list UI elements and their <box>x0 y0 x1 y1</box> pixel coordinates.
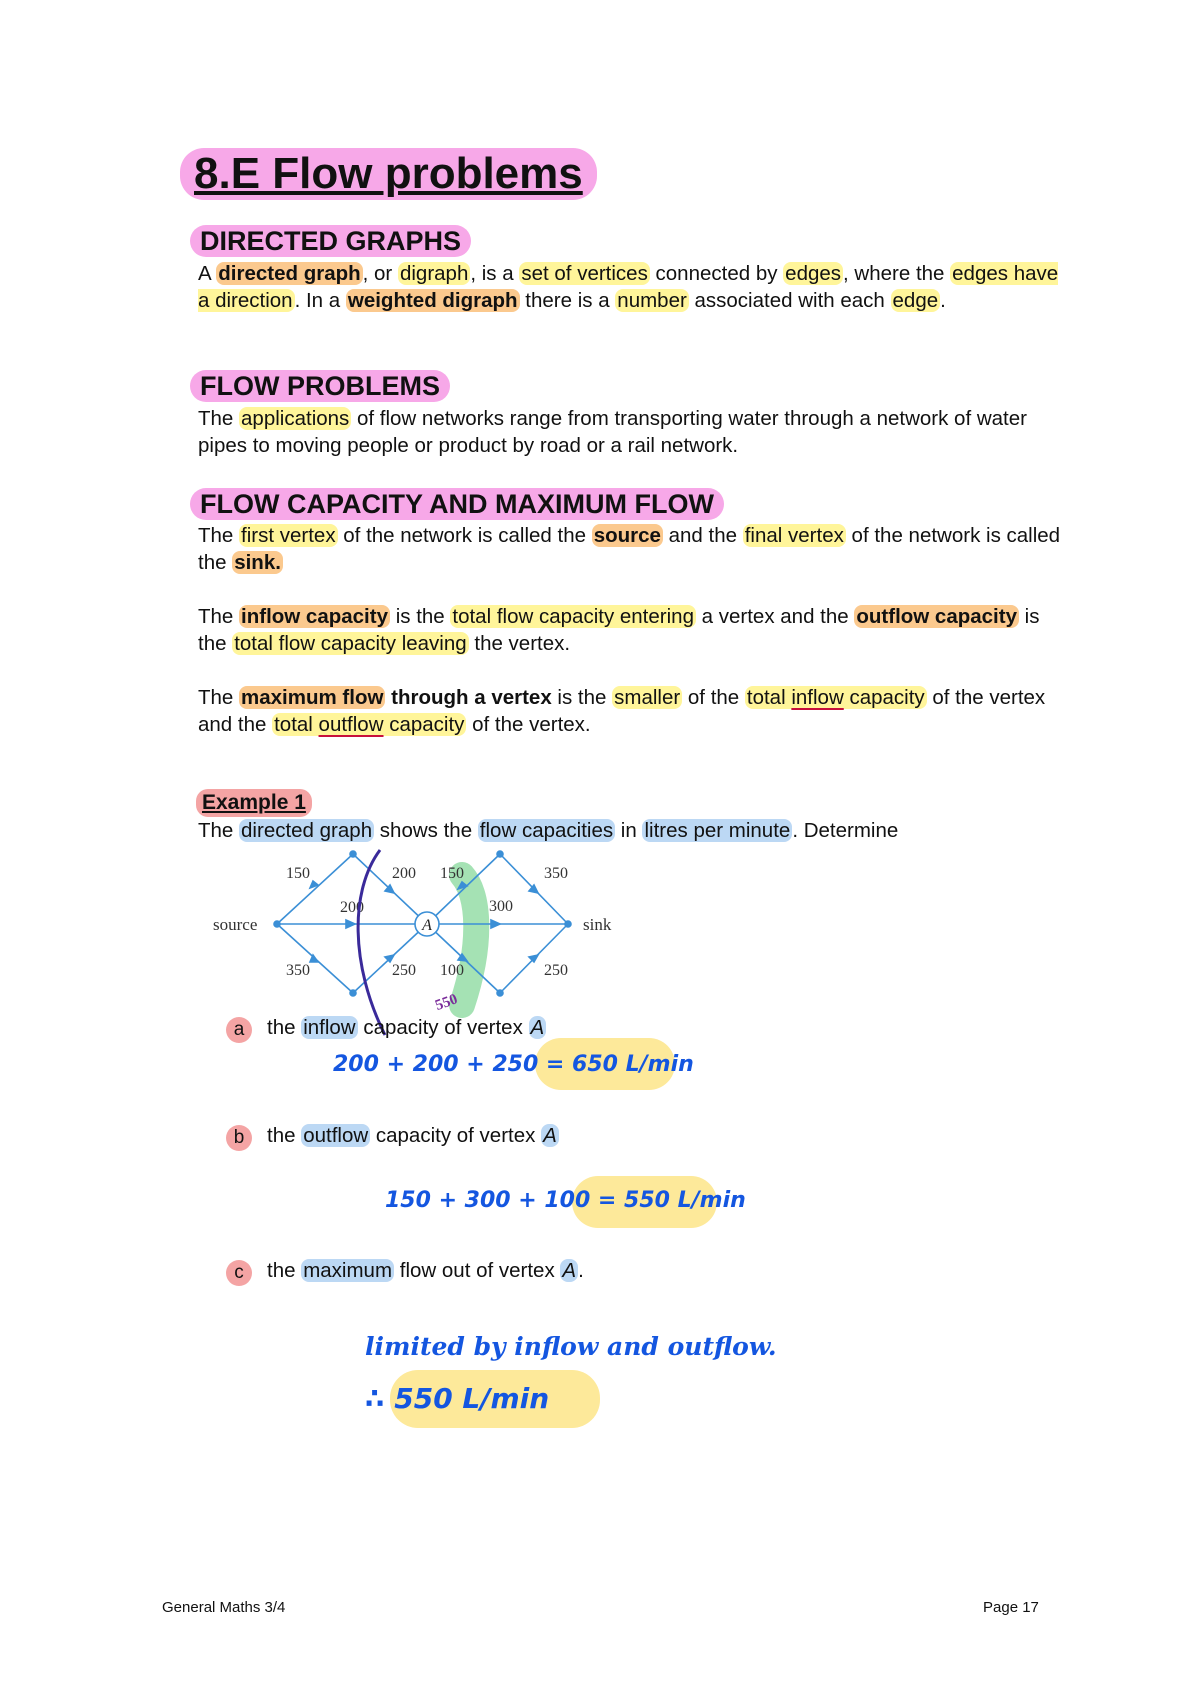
footer-course: General Maths 3/4 <box>162 1599 286 1616</box>
vertex-a-label: A <box>422 917 432 934</box>
question-a-text: the inflow capacity of vertex A <box>267 1016 545 1039</box>
question-c-text: the maximum flow out of vertex A. <box>267 1259 584 1282</box>
paragraph-maximum-flow: The maximum flow through a vertex is the smaller of the total inflow capacity of the vertex and the total outflow capacity of the vertex. <box>198 686 1046 736</box>
paragraph-source-sink: The first vertex of the network is called the source and the final vertex of the network is called the sink. <box>198 524 1061 574</box>
sink-label: sink <box>583 915 612 934</box>
page-title: 8.E Flow problems <box>180 148 597 200</box>
weight-label: 200 <box>340 899 364 916</box>
weight-label: 150 <box>286 865 310 882</box>
weight-label: 200 <box>392 865 416 882</box>
question-b-letter: b <box>226 1125 252 1151</box>
weight-label: 100 <box>440 962 464 979</box>
example-label: Example 1 <box>196 789 312 817</box>
question-a-letter: a <box>226 1017 252 1043</box>
green-highlight-stroke <box>462 875 476 1005</box>
heading-flow-problems: FLOW PROBLEMS <box>190 370 450 402</box>
answer-a: 200 + 200 + 250 = 650 L/min <box>333 1052 694 1077</box>
question-b-text: the outflow capacity of vertex A <box>267 1124 557 1147</box>
answer-b: 150 + 300 + 100 = 550 L/min <box>385 1188 746 1213</box>
weight-label: 350 <box>544 865 568 882</box>
answer-c-line-1: limited by inflow and outflow. <box>365 1332 777 1361</box>
paragraph-inflow-outflow: The inflow capacity is the total flow capacity entering a vertex and the outflow capacity is the total flow capacity leaving the vertex. <box>198 605 1040 655</box>
heading-flow-capacity: FLOW CAPACITY AND MAXIMUM FLOW <box>190 488 724 520</box>
flow-network-diagram <box>200 845 660 1040</box>
answer-c-line-2: ∴ 550 L/min <box>365 1382 550 1415</box>
weight-label: 250 <box>544 962 568 979</box>
paragraph-flow-problems: The applications of flow networks range from transporting water through a network of water pipes to moving people or product by road or a rail network. <box>198 407 1027 457</box>
example-intro: The directed graph shows the flow capacities in litres per minute. Determine <box>198 819 899 842</box>
cut-line-stroke <box>358 850 385 1035</box>
source-label: source <box>213 915 258 934</box>
heading-directed-graphs: DIRECTED GRAPHS <box>190 225 471 257</box>
weight-label: 300 <box>489 898 513 915</box>
weight-label: 350 <box>286 962 310 979</box>
cut-annotation: 550 <box>433 991 460 1015</box>
weight-label: 150 <box>440 865 464 882</box>
weight-label: 250 <box>392 962 416 979</box>
footer-page-number: Page 17 <box>983 1599 1039 1616</box>
question-c-letter: c <box>226 1260 252 1286</box>
paragraph-directed-graphs: A directed graph, or digraph, is a set of vertices connected by edges, where the edges have a direction. In a weighted digraph there is a number associated with each edge. <box>198 262 1059 312</box>
